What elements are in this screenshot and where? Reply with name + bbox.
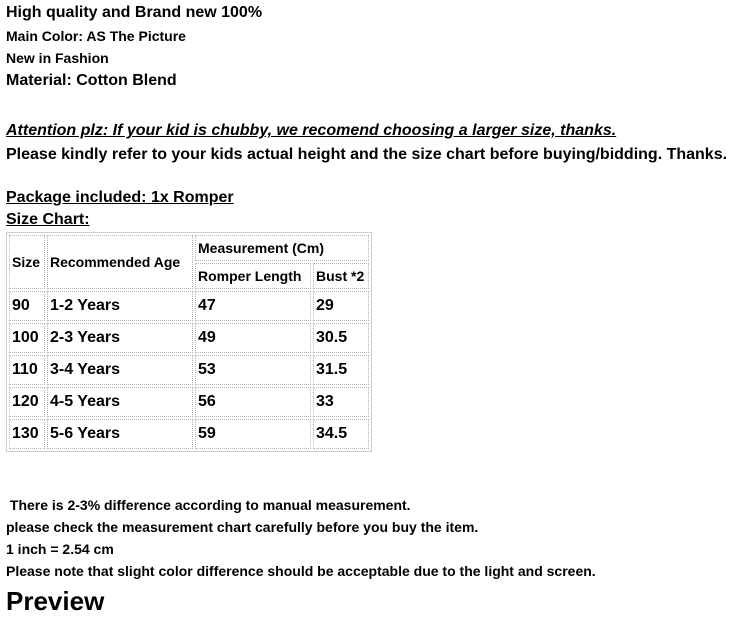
preview-heading: Preview [6,586,105,616]
check-note: please check the measurement chart carefully before you buy the item. [6,519,479,535]
headline-quality: High quality and Brand new 100% [6,4,263,21]
refer-note: Please kindly refer to your kids actual height and the size chart before buying/bidding. Thanks. [6,146,728,163]
package-included: Package included: 1x Romper [6,189,234,206]
main-color-line: Main Color: AS The Picture [6,28,186,44]
header-recommended-age: Recommended Age [47,235,193,289]
cell-age: 2-3 Years [47,323,193,353]
cell-bust: 31.5 [313,355,369,385]
cell-length: 53 [195,355,311,385]
table-row [9,387,369,417]
table-row [9,419,369,449]
cell-bust: 33 [313,387,369,417]
cell-age: 5-6 Years [47,419,193,449]
header-measurement: Measurement (Cm) [195,235,369,261]
cell-length: 56 [195,387,311,417]
table-header-row [9,235,369,261]
cell-length: 47 [195,291,311,321]
cell-bust: 30.5 [313,323,369,353]
table-row [9,291,369,321]
cell-size: 90 [9,291,45,321]
color-difference-note: Please note that slight color difference should be acceptable due to the light and screen. [6,563,596,579]
cell-length: 59 [195,419,311,449]
fashion-line: New in Fashion [6,50,109,66]
table-row [9,355,369,385]
header-bust: Bust *2 [313,263,369,289]
header-size: Size [9,235,45,289]
cell-age: 1-2 Years [47,291,193,321]
cell-size: 110 [9,355,45,385]
cell-length: 49 [195,323,311,353]
cell-bust: 29 [313,291,369,321]
cell-age: 3-4 Years [47,355,193,385]
cell-size: 100 [9,323,45,353]
cell-size: 130 [9,419,45,449]
inch-note: 1 inch = 2.54 cm [6,541,114,557]
attention-note: Attention plz: If your kid is chubby, we recomend choosing a larger size, thanks. [6,122,617,139]
table-row [9,323,369,353]
cell-size: 120 [9,387,45,417]
cell-bust: 34.5 [313,419,369,449]
header-romper-length: Romper Length [195,263,311,289]
size-chart-heading: Size Chart: [6,211,90,228]
difference-note: There is 2-3% difference according to manual measurement. [6,497,411,513]
material-line: Material: Cotton Blend [6,72,177,89]
cell-age: 4-5 Years [47,387,193,417]
size-chart-table [6,232,372,452]
